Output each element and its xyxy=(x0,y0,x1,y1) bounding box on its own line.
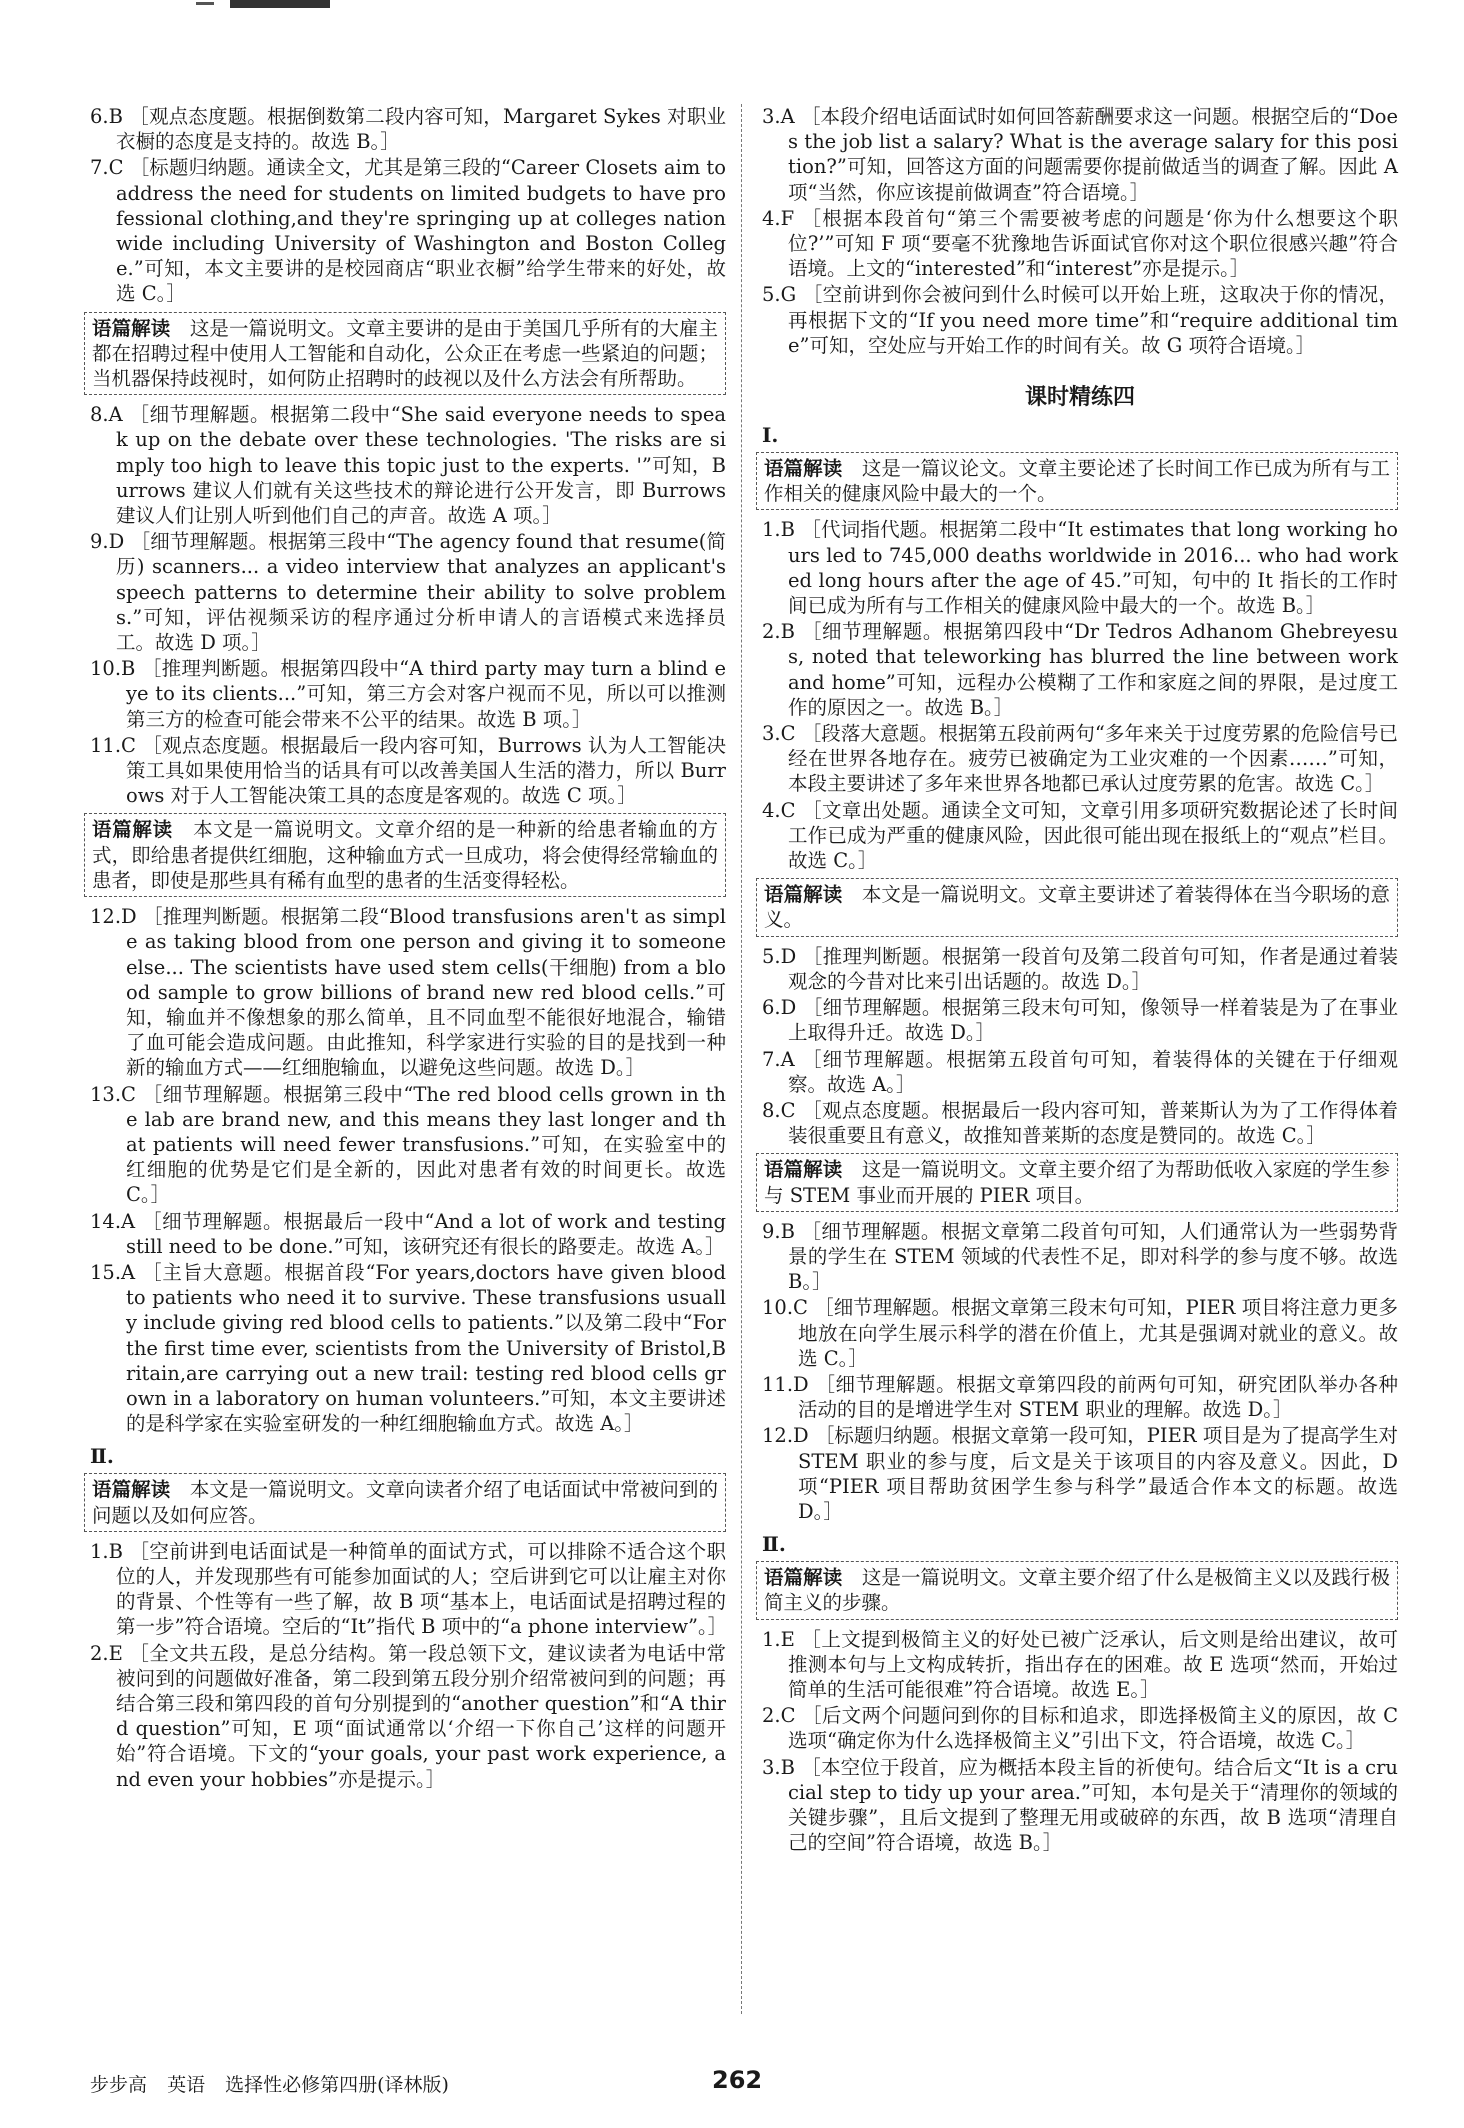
header-mark-small xyxy=(196,2,214,5)
box-text: 这是一篇说明文。文章主要介绍了什么是极简主义以及践行极简主义的步骤。 xyxy=(764,1566,1390,1615)
answer-item: 6.B ［观点态度题。根据倒数第二段内容可知，Margaret Sykes 对职业衣橱的态度是支持的。故选 B。］ xyxy=(90,105,726,154)
section-numeral: Ⅰ. xyxy=(762,423,779,448)
box-label: 语篇解读 xyxy=(764,883,843,907)
box-label: 语篇解读 xyxy=(764,1566,843,1590)
header-mark xyxy=(230,0,330,8)
answer-item: 9.D ［细节理解题。根据第三段中“The agency found that resume(简历) scanners... a video interview that analyzes an applicant's speech patterns to determine their ability to solve problems.”可知，评估视频采访的程序通过分析申请人的言语模式来选择员工。故选 D 项。］ xyxy=(90,530,726,655)
answer-item: 8.A ［细节理解题。根据第二段中“She said everyone needs to speak up on the debate over these technologies. 'The risks are simply too high to leave this topic just to the experts. '”可知，Burrows 建议人们就有关这些技术的辩论进行公开发言，即 Burrows 建议人们让别人听到他们自己的声音。故选 A 项。］ xyxy=(90,403,726,528)
answer-item: 9.B ［细节理解题。根据文章第二段首句可知，人们通常认为一些弱势背景的学生在 STEM 领域的代表性不足，即对科学的参与度不够。故选 B。］ xyxy=(762,1219,1398,1294)
answer-item: 4.C ［文章出处题。通读全文可知，文章引用多项研究数据论述了长时间工作已成为严重的健康风险，因此很可能出现在报纸上的“观点”栏目。故选 C。］ xyxy=(762,798,1398,873)
passage-analysis-box xyxy=(756,1561,1398,1619)
answer-item: 3.A ［本段介绍电话面试时如何回答薪酬要求这一问题。根据空后的“Does the job list a salary? What is the average salary for this position?”可知，回答这方面的问题需要你提前做适当的调查了解。因此 A 项“当然，你应该提前做调查”符合语境。］ xyxy=(762,105,1398,204)
page-number: 262 xyxy=(712,2066,763,2094)
section-numeral: Ⅱ. xyxy=(762,1532,786,1557)
box-label: 语篇解读 xyxy=(92,818,173,842)
section-heading: 课时精练四 xyxy=(1024,385,1135,411)
answer-item: 10.C ［细节理解题。根据文章第三段末句可知，PIER 项目将注意力更多地放在向学生展示科学的潜在价值上，尤其是强调对就业的意义。故选 C。］ xyxy=(762,1296,1398,1370)
answer-item: 6.D ［细节理解题。根据第三段末句可知，像领导一样着装是为了在事业上取得升迁。故选 D。］ xyxy=(762,996,1398,1045)
answer-item: 7.A ［细节理解题。根据第五段首句可知，着装得体的关键在于仔细观察。故选 A。］ xyxy=(762,1047,1398,1096)
answer-item: 1.B ［空前讲到电话面试是一种简单的面试方式，可以排除不适合这个职位的人，并发现那些有可能参加面试的人；空后讲到它可以让雇主对你的背景、个性等有一些了解，故 B 项“基本上，电话面试是招聘过程的第一步”符合语境。空后的“It”指代 B 项中的“a phone interview”。］ xyxy=(90,1539,728,1639)
answer-item: 12.D ［标题归纳题。根据文章第一段可知，PIER 项目是为了提高学生对 STEM 职业的参与度，后文是关于该项目的内容及意义。因此，D 项“PIER 项目帮助贫困学生参与科学”最适合作本文的标题。故选 D。］ xyxy=(762,1424,1398,1523)
box-text: 本文是一篇说明文。文章向读者介绍了电话面试中常被问到的问题以及如何应答。 xyxy=(92,1478,718,1527)
footer-brand: 步步高 xyxy=(90,2074,148,2096)
box-label: 语篇解读 xyxy=(764,1158,843,1182)
answer-item: 1.B ［代词指代题。根据第二段中“It estimates that long working hours led to 745,000 deaths worldwide in 2016... who had worked long hours after the age of 45.”可知，句中的 It 指长的工作时间已成为所有与工作相关的健康风险中最大的一个。故选 B。］ xyxy=(762,518,1398,618)
passage-analysis-box xyxy=(756,1153,1398,1211)
answer-item: 11.D ［细节理解题。根据文章第四段的前两句可知，研究团队举办各种活动的目的是增进学生对 STEM 职业的理解。故选 D。］ xyxy=(762,1372,1398,1422)
answer-item: 3.B ［本空位于段首，应为概括本段主旨的祈使句。结合后文“It is a crucial step to tidy up your area.”可知，本句是关于“清理你的领域的关键步骤”，且后文提到了整理无用或破碎的东西，故 B 选项“清理自己的空间”符合语境，故选 B。］ xyxy=(762,1755,1398,1855)
answer-item: 5.D ［推理判断题。根据第一段首句及第二段首句可知，作者是通过着装观念的今昔对比来引出话题的。故选 D。］ xyxy=(762,944,1398,993)
answer-item: 2.C ［后文两个问题问到你的目标和追求，即选择极简主义的原因，故 C 选项“确定你为什么选择极简主义”引出下文，符合语境，故选 C。］ xyxy=(762,1704,1398,1753)
passage-analysis-box xyxy=(756,452,1398,510)
box-label: 语篇解读 xyxy=(92,316,171,340)
answer-item: 15.A ［主旨大意题。根据首段“For years,doctors have given blood to patients who need it to survive. These transfusions usually include giving red blood cells to patients.”以及第二段中“For the first time ever, scientists from the University of Bristol,Britain,are carrying out a new trail: testing red blood cells grown in a laboratory on human volunteers.”可知，本文主要讲述的是科学家在实验室研发的一种红细胞输血方式。故选 A。］ xyxy=(90,1260,726,1436)
passage-analysis-box xyxy=(756,878,1398,936)
box-label: 语篇解读 xyxy=(92,1478,171,1502)
box-label: 语篇解读 xyxy=(764,457,843,481)
box-text: 本文是一篇说明文。文章主要讲述了着装得体在当今职场的意义。 xyxy=(764,883,1390,932)
passage-analysis-box xyxy=(84,312,726,396)
answer-item: 4.F ［根据本段首句“第三个需要被考虑的问题是‘你为什么想要这个职位?’”可知 F 项“要毫不犹豫地告诉面试官你对这个职位很感兴趣”符合语境。上文的“interested”和“interest”亦是提示。］ xyxy=(762,206,1398,281)
right-column xyxy=(762,104,1398,1856)
box-text: 这是一篇议论文。文章主要论述了长时间工作已成为所有与工作相关的健康风险中最大的一个。 xyxy=(764,457,1390,506)
box-text: 这是一篇说明文。文章主要讲的是由于美国几乎所有的大雇主都在招聘过程中使用人工智能和自动化，公众正在考虑一些紧迫的问题；当机器保持歧视时，如何防止招聘时的歧视以及什么方法会有所帮助。 xyxy=(92,316,718,391)
answer-item: 5.G ［空前讲到你会被问到什么时候可以开始上班，这取决于你的情况，再根据下文的“If you need more time”和“require additional time”可知，空处应与开始工作的时间有关。故 G 项符合语境。］ xyxy=(762,283,1398,357)
answer-item: 7.C ［标题归纳题。通读全文，尤其是第三段的“Career Closets aim to address the need for students on limited budgets to have professional clothing,and they're springing up at colleges nationwide including University of Washington and Boston College.”可知，本文主要讲的是校园商店“职业衣橱”给学生带来的好处，故选 C。］ xyxy=(90,156,726,306)
answer-item: 11.C ［观点态度题。根据最后一段内容可知，Burrows 认为人工智能决策工具如果使用恰当的话具有可以改善美国人生活的潜力，所以 Burrows 对于人工智能决策工具的态度是客观的。故选 C 项。］ xyxy=(90,733,726,808)
answer-item: 3.C ［段落大意题。根据第五段前两句“多年来关于过度劳累的危险信号已经在世界各地存在。疲劳已被确定为工业灾难的一个因素……”可知，本段主要讲述了多年来世界各地都已承认过度劳累的危害。故选 C。］ xyxy=(762,722,1398,796)
answer-item: 8.C ［观点态度题。根据最后一段内容可知，普莱斯认为为了工作得体着装很重要且有意义，故推知普莱斯的态度是赞同的。故选 C。］ xyxy=(762,1098,1398,1148)
passage-analysis-box xyxy=(84,1473,726,1531)
footer-book: 选择性必修第四册(译林版) xyxy=(225,2074,449,2096)
answer-item: 12.D ［推理判断题。根据第二段“Blood transfusions aren't as simple as taking blood from one person and giving it to someone else... The scientists have used stem cells(干细胞) from a blood sample to grow billions of brand new red blood cells.”可知，输血并不像想象的那么简单，且不同血型不能很好地混合，输错了血可能会造成问题。由此推知，科学家进行实验的目的是找到一种新的输血方式——红细胞输血，以避免这些问题。故选 D。］ xyxy=(90,905,726,1080)
answer-item: 2.B ［细节理解题。根据第四段中“Dr Tedros Adhanom Ghebreyesus, noted that teleworking has blurred the line between work and home”可知，远程办公模糊了工作和家庭之间的界限，是过度工作的原因之一。故选 B。］ xyxy=(762,620,1398,719)
answer-item: 1.E ［上文提到极简主义的好处已被广泛承认，后文则是给出建议，故可推测本句与上文构成转折，指出存在的困难。故 E 选项“然而，开始过简单的生活可能很难”符合语境。故选 E。］ xyxy=(762,1627,1398,1701)
box-text: 这是一篇说明文。文章主要介绍了为帮助低收入家庭的学生参与 STEM 事业而开展的 PIER 项目。 xyxy=(764,1158,1390,1207)
column-divider xyxy=(741,104,742,2014)
answer-item: 2.E ［全文共五段，是总分结构。第一段总领下文，建议读者为电话中常被问到的问题做好准备，第二段到第五段分别介绍常被问到的问题；再结合第三段和第四段的首句分别提到的“another question”和“A third question”可知，E 项“面试通常以‘介绍一下你自己’这样的问题开始”符合语境。下文的“your goals, your past work experience, and even your hobbies”亦是提示。］ xyxy=(90,1641,726,1791)
answer-item: 14.A ［细节理解题。根据最后一段中“And a lot of work and testing still need to be done.”可知，该研究还有很长的路要走。故选 A。］ xyxy=(90,1209,726,1258)
box-text: 本文是一篇说明文。文章介绍的是一种新的给患者输血的方式，即给患者提供红细胞，这种输血方式一旦成功，将会使得经常输血的患者，即使是那些具有稀有血型的患者的生活变得轻松。 xyxy=(92,818,718,892)
answer-item: 13.C ［细节理解题。根据第三段中“The red blood cells grown in the lab are brand new, and this means they last longer and that patients will need fewer transfusions.”可知，在实验室中的红细胞的优势是它们是全新的，因此对患者有效的时间更长。故选 C。］ xyxy=(90,1082,726,1207)
section-numeral: Ⅱ. xyxy=(90,1444,114,1469)
answer-item: 10.B ［推理判断题。根据第四段中“A third party may turn a blind eye to its clients...”可知，第三方会对客户视而不见，所以可以推测第三方的检查可能会带来不公平的结果。故选 B 项。］ xyxy=(90,657,726,731)
footer-subject: 英语 xyxy=(167,2074,206,2096)
left-column xyxy=(90,104,726,1793)
passage-analysis-box xyxy=(84,813,726,897)
page-footer xyxy=(90,2070,463,2097)
